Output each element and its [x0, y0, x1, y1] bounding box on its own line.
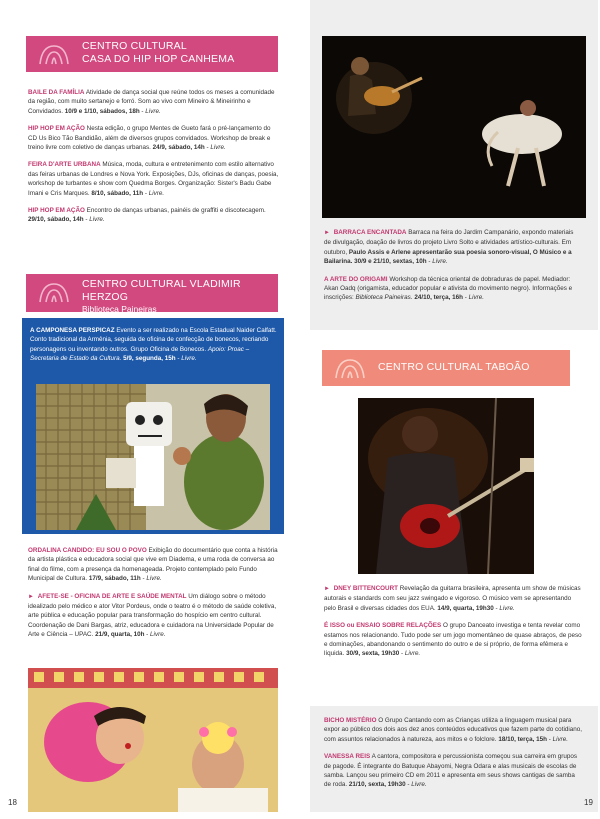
right-items-1 [324, 228, 582, 303]
banner-taboao [322, 350, 570, 386]
banner-subtitle: Biblioteca Paineiras [82, 304, 157, 314]
guitar-dancer-photo [322, 36, 586, 218]
guitarist-photo [358, 398, 534, 574]
event-item: ► BARRACA ENCANTADA Barraca na feira do Jardim Campanário, expondo materiais de divulgação, doação de livros do projeto Livro Solto e atividades artístico-culturais. Em outubro, Paulo Assis e Arlene apresentarão sua poesia sonoro-visual, O Músico e a Bailarina. 30/9 e 21/10, sextas, 10h - Livre. [324, 229, 574, 266]
banner-vladimir-herzog [26, 274, 278, 312]
banner-casa-hip-hop [26, 36, 278, 72]
highlight-box [22, 318, 284, 534]
clown-photo [28, 668, 278, 812]
event-item: É ISSO ou ENSAIO SOBRE RELAÇÕES O grupo Danceato investiga e tenta revelar como estamos nos relacionando. Tudo pode ser um jogo momentâneo de quase abraços, de peso e dominações, abandonando o sentimento do outro e de si próprio, de forma efêmera e líquida. 30/9, sexta, 19h30 - Livre. [324, 622, 582, 658]
event-item: BAILE DA FAMÍLIA Atividade de dança social que reúne todos os meses a comunidade da região, com muito sertanejo e forró. Som ao vivo com Mineiro & Mineirinho e Convidados. 10/9 e 1/10, sábados, 18h - Livre. [28, 89, 275, 115]
event-item: FEIRA D'ARTE URBANA Música, moda, cultura e entretenimento com estilo alternativo das feiras urbanas de Londres e Nova York. Exposições, DJs, oficinas de danças, poesia, workshop de turbantes e show com Quedma Borges. Organização: Sister's Badu Gabe Imani e Cris Marques. 8/10, sábado, 11h - Livre. [28, 161, 279, 197]
ornament-icon [36, 42, 72, 68]
page-number-left: 18 [8, 798, 17, 807]
event-item: HIP HOP EM AÇÃO Nesta edição, o grupo Mentes de Gueto fará o pré-lançamento do CD Us Bico Tão Bandidão, além de diversos grupos convidados. Workshop de break e treino livre com coletivo de danças urbanas. 24/9, sábado, 14h - Livre. [28, 125, 271, 152]
event-item: VANESSA REIS A cantora, compositora e percussionista começou sua carreira em grupos de pagode. É integrante do Batuque Abayomi, Negra Odara e alas musicais de escolas de samba. Lançou seu primeiro CD em 2011 e apresenta em seus shows cantigas de samba de roda. 21/10, sexta, 19h30 - Livre. [324, 753, 578, 789]
event-item: ► DNEY BITTENCOURT Revelação da guitarra brasileira, apresenta um show de músicas autorais e standards com seu jazz swingado e vigoroso. O músico vem se apresentando pelo Brasil e diversas cidades dos EUA. 14/9, quarta, 19h30 - Livre. [324, 585, 581, 612]
arrow-icon: ► [324, 586, 330, 592]
event-item: ► AFETE-SE - OFICINA DE ARTE E SAÚDE MENTAL Um diálogo sobre o método idealizado pelo médico e ator Vitor Pordeus, onde o teatro é o método de saúde coletiva, arte pública e educação popular para transformação do hospício em centro cultural. Coordenação de Dani Bargas, atriz, educadora e cuidadora na Universidade Popular de Arte e Ciência – UPAC. 21/9, quarta, 10h - Livre. [28, 592, 277, 639]
event-item: HIP HOP EM AÇÃO Encontro de danças urbanas, painéis de graffiti e discotecagem. 29/10, sábado, 14h - Livre. [28, 207, 266, 224]
highlight-text: A CAMPONESA PERSPICAZ Evento a ser realizado na Escola Estadual Naider Calfatt. Conto tradicional da Armênia, seguida de oficina de confecção de bonecos, recriando personagens ou inventando outros. Grupo Oficina de Bonecos. Apoio: Proac – Secretaria de Estado da Cultura. 5/9, segunda, 15h - Livre. [30, 327, 277, 363]
right-items-2 [324, 584, 582, 659]
ornament-icon [332, 356, 368, 382]
arrow-icon: ► [324, 230, 330, 236]
right-items-3 [324, 716, 582, 790]
event-item: A ARTE DO ORIGAMI Workshop da técnica oriental de dobraduras de papel. Mediador: Akan Oadq (origamista, educador popular e ativista do movimento negro). Informações e inscrições: Biblioteca Paineiras. 24/10, terça, 16h - Livre. [324, 275, 573, 302]
left-items-1 [28, 88, 280, 225]
ornament-icon [36, 280, 72, 306]
left-items-2 [28, 546, 280, 640]
banner-title: CENTRO CULTURAL [82, 40, 187, 52]
banner-subtitle: CASA DO HIP HOP CANHEMA [82, 53, 235, 65]
banner-title: CENTRO CULTURAL VLADIMIR HERZOG [82, 278, 241, 303]
puppet-photo [36, 384, 270, 530]
page-number-right: 19 [584, 798, 593, 807]
banner-title: CENTRO CULTURAL TABOÃO [378, 361, 530, 373]
arrow-icon: ► [28, 593, 34, 600]
event-item: ORDALINA CANDIDO: EU SOU O POVO Exibição do documentário que conta a história da artista plástica e educadora social que vive em Diadema, e uma roda de conversa ao final do filme, com a presença da homenageada. Projeto contemplado pelo Fundo Municipal de Cultura. 17/9, sábado, 11h - Livre. [28, 547, 278, 583]
event-item: BICHO MISTÉRIO O Grupo Cantando com as Crianças utiliza a linguagem musical para expor ao público dos dois aos dez anos conteúdos educativos que fazem parte do cotidiano, com assuntos relacionados à natureza, aos mitos e o folclore. 18/10, terça, 15h - Livre. [324, 717, 582, 743]
